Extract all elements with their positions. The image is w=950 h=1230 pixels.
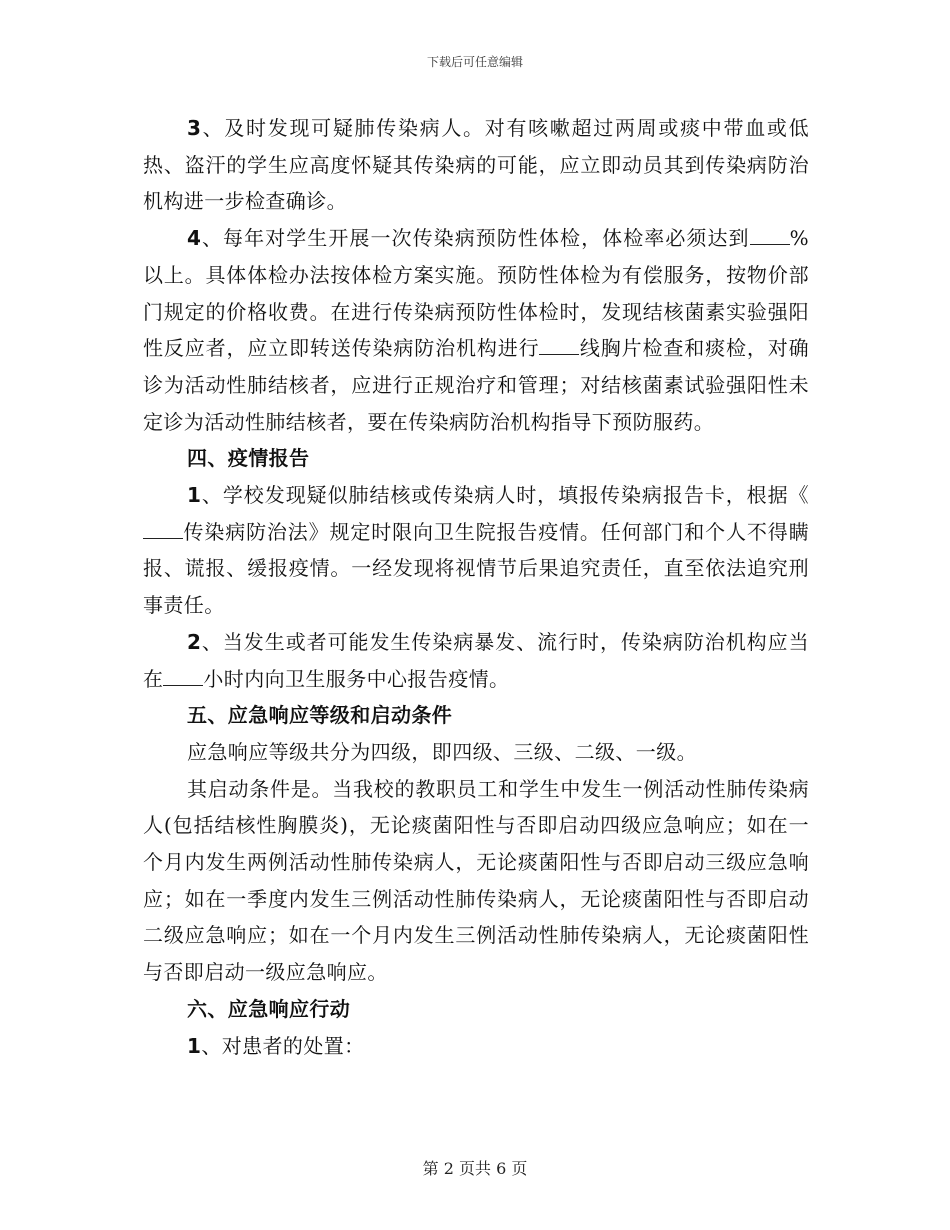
- item-text: 、学校发现疑似肺结核或传染病人时，填报传染病报告卡，根据《: [201, 483, 809, 508]
- section-4-item-2-paragraph: [143, 624, 809, 697]
- item-number: 4: [187, 226, 202, 251]
- fill-blank: [163, 669, 203, 686]
- item-text: 小时内向卫生服务中心报告疫情。: [203, 666, 510, 691]
- item-text: 线胸片检查和痰检，对确诊为活动性肺结核者，应进行正规治疗和管理；对结核菌素试验强阳性未定诊为活动性肺结核者，要在传染病防治机构指导下预防服药。: [143, 336, 809, 434]
- header-note: 下载后可任意编辑: [426, 55, 523, 69]
- item-text: 、及时发现可疑肺传染病人。对有咳嗽超过两周或痰中带血或低热、盗汗的学生应高度怀疑其传染病的可能，应立即动员其到传染病防治机构进一步检查确诊。: [143, 116, 809, 214]
- item-3-paragraph: [143, 110, 809, 220]
- item-text: 、每年对学生开展一次传染病预防性体检，体检率必须达到: [201, 226, 750, 251]
- item-number: 2: [187, 629, 202, 654]
- item-number: 1: [187, 1033, 202, 1058]
- section-6-item-1-paragraph: [143, 1028, 809, 1065]
- page-number: 第 2 页共 6 页: [422, 1159, 528, 1178]
- item-number: 3: [187, 116, 202, 140]
- document-body: [143, 110, 809, 1064]
- section-5-paragraph-2: 其启动条件是。当我校的教职员工和学生中发生一例活动性肺传染病人(包括结核性胸膜炎)，无论痰菌阳性与否即启动四级应急响应；如在一个月内发生两例活动性肺传染病人，无论痰菌阳性与否即启动三级应急响应；如在一季度内发生三例活动性肺传染病人，无论痰菌阳性与否即启动二级应急响应；如在一个月内发生三例活动性肺传染病人，无论痰菌阳性与否即启动一级应急响应。: [143, 776, 809, 985]
- item-text: 、对患者的处置：: [201, 1033, 365, 1058]
- section-5-paragraph-1: 应急响应等级共分为四级，即四级、三级、二级、一级。: [187, 739, 697, 764]
- section-5-heading: 五、应急响应等级和启动条件: [187, 703, 453, 728]
- fill-blank: [750, 228, 790, 245]
- item-text: 、当发生或者可能发生传染病暴发、流行时，传染病防治机构应当在: [143, 629, 809, 691]
- item-number: 1: [187, 483, 202, 508]
- section-6-heading: 六、应急响应行动: [187, 996, 351, 1021]
- item-4-paragraph: [143, 220, 809, 440]
- fill-blank: [143, 522, 183, 539]
- item-text: %以上。具体体检办法按体检方案实施。预防性体检为有偿服务，按物价部门规定的价格收费。在进行传染病预防性体检时，发现结核菌素实验强阳性反应者，应立即转送传染病防治机构进行: [143, 226, 809, 361]
- item-text: 传染病防治法》规定时限向卫生院报告疫情。任何部门和个人不得瞒报、谎报、缓报疫情。一经发现将视情节后果追究责任，直至依法追究刑事责任。: [143, 519, 809, 618]
- section-4-heading: 四、疫情报告: [187, 446, 310, 471]
- section-4-item-1-paragraph: [143, 477, 809, 624]
- fill-blank: [539, 338, 579, 355]
